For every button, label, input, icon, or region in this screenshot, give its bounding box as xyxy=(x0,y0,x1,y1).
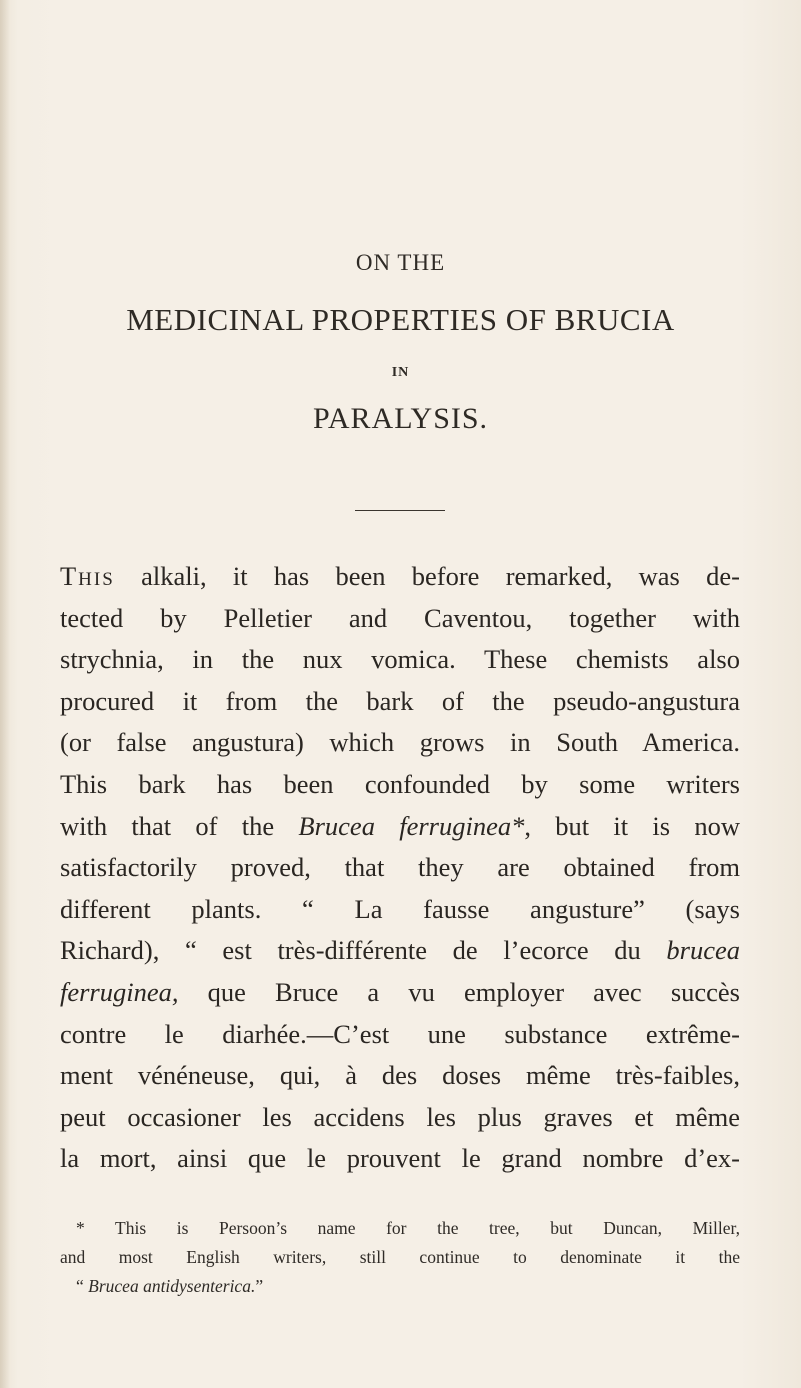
body-paragraph xyxy=(60,556,740,1180)
text-line: satisfactorily proved, that they are obtained from xyxy=(60,852,740,883)
text-line: strychnia, in the nux vomica. These chemists also xyxy=(60,644,740,675)
text-line: This bark has been confounded by some writers xyxy=(60,768,740,799)
text-line xyxy=(60,806,740,848)
heading-in: IN xyxy=(391,365,410,380)
line-text: with that of the xyxy=(60,810,299,841)
footnote xyxy=(60,1214,740,1301)
drop-word: This xyxy=(60,561,115,591)
text-line: procured it from the bark of the pseudo-angustura xyxy=(60,685,740,716)
section-divider xyxy=(355,510,445,511)
heading-subject: PARALYSIS. xyxy=(312,402,489,435)
line-text: que Bruce a vu employer avec succès xyxy=(178,976,740,1007)
footnote-line xyxy=(60,1272,740,1301)
text-line: different plants. “ La fausse angusture” (says xyxy=(60,893,740,924)
footnote-line: and most English writers, still continue to denominate it the xyxy=(60,1247,740,1267)
footnote-line: * This is Persoon’s name for the tree, but Duncan, Miller, xyxy=(76,1218,740,1238)
text-line xyxy=(60,930,740,972)
text-line: (or false angustura) which grows in South America. xyxy=(60,727,740,758)
page-title: MEDICINAL PROPERTIES OF BRUCIA xyxy=(126,302,675,337)
line-text: Richard), “ est très-différente de l’ecorce du xyxy=(60,935,667,966)
footnote-quote-open: “ xyxy=(76,1276,89,1296)
text-line xyxy=(60,556,740,598)
text-line: peut occasioner les accidens les plus graves et même xyxy=(60,1101,740,1132)
page-gutter-shadow xyxy=(0,0,10,1388)
text-line: la mort, ainsi que le prouvent le grand nombre d’ex- xyxy=(60,1143,740,1174)
text-line: tected by Pelletier and Caventou, together with xyxy=(60,602,740,633)
line-text: , but it is now xyxy=(524,810,740,841)
italic-species-name: Brucea ferruginea* xyxy=(298,810,525,841)
italic-species-name: Brucea antidysenterica. xyxy=(88,1276,256,1296)
footnote-quote-close: ” xyxy=(255,1276,264,1296)
italic-species-name: brucea xyxy=(666,935,740,966)
text-line xyxy=(60,972,740,1014)
text-line: ment vénéneuse, qui, à des doses même très-faibles, xyxy=(60,1060,740,1091)
text-line: contre le diarhée.—C’est une substance extrême- xyxy=(60,1018,740,1049)
heading-on-the: ON THE xyxy=(355,250,446,275)
italic-species-name: ferruginea, xyxy=(60,976,179,1007)
line-text: alkali, it has been before remarked, was de- xyxy=(114,561,740,591)
